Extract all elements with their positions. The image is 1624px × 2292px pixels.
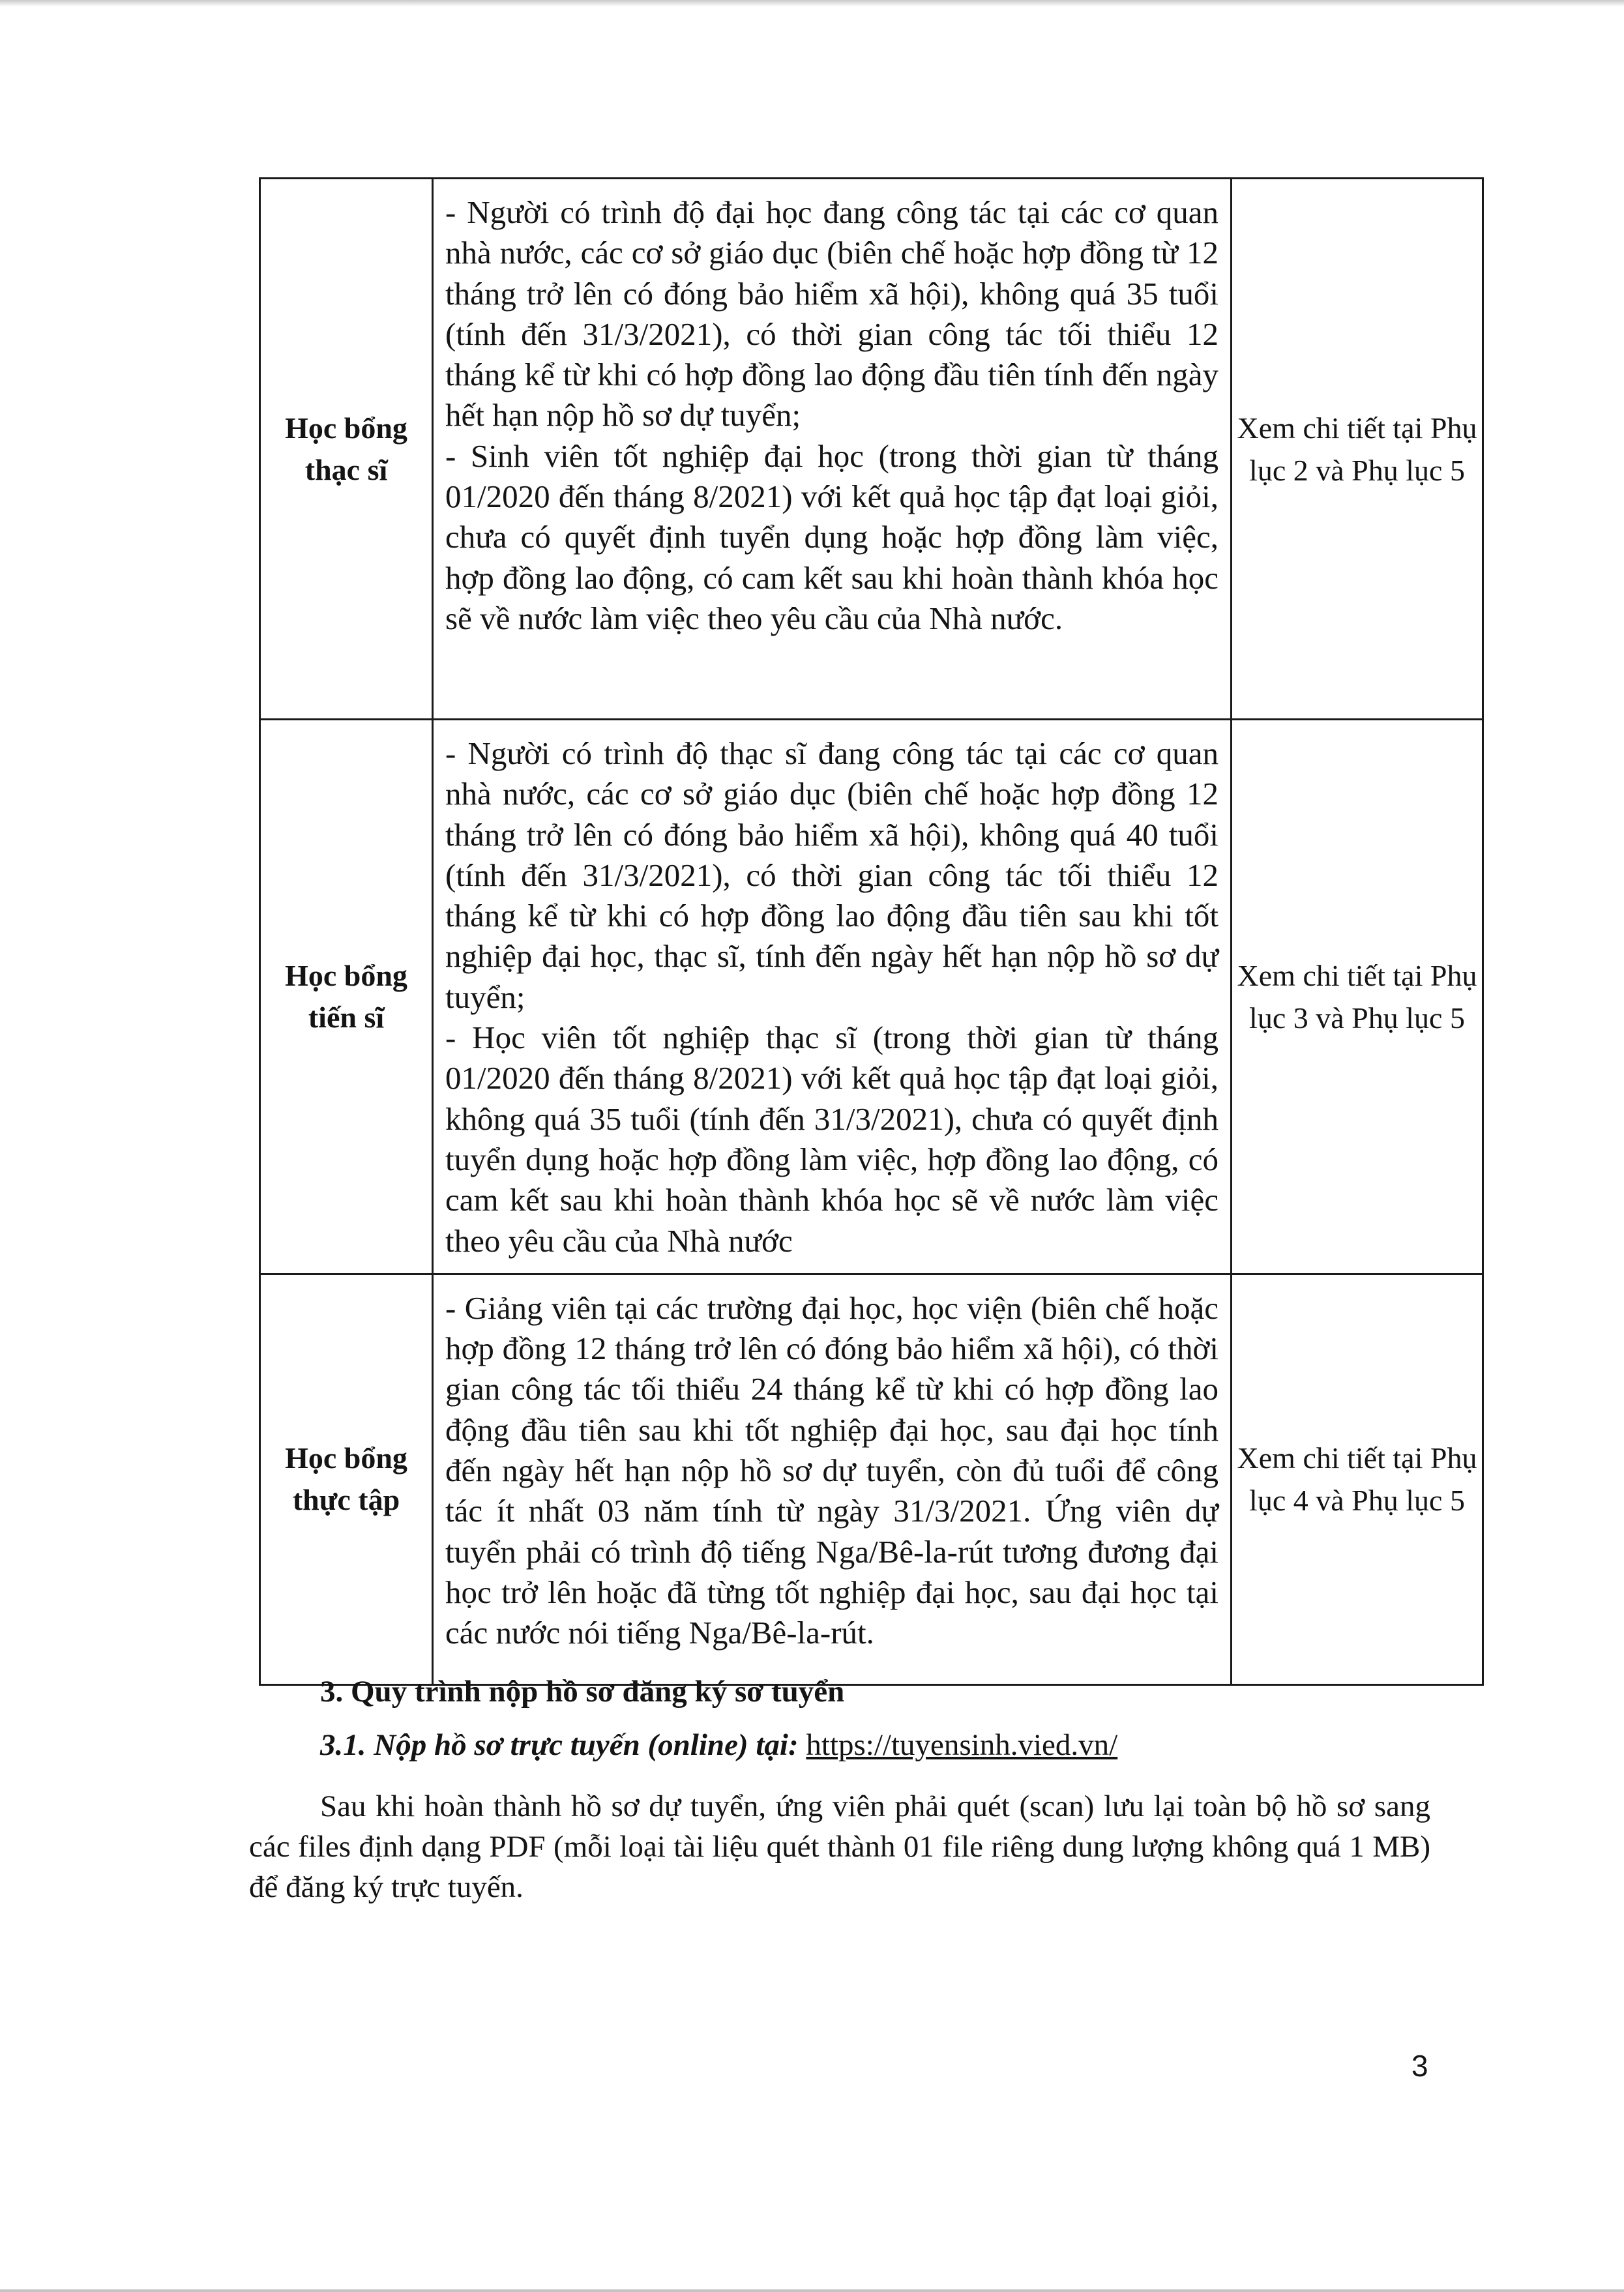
table-row [260,179,1483,720]
scholarship-criteria [433,179,1232,720]
criteria-item: - Người có trình độ thạc sĩ đang công tác tại các cơ quan nhà nước, các cơ sở giáo dục (biên chế hoặc hợp đồng 12 tháng trở lên có đóng bảo hiểm xã hội), không quá 40 tuổi (tính đến 31/3/2021), có thời gian công tác tối thiểu 12 tháng kể từ khi có hợp đồng lao động đầu tiên sau khi tốt nghiệp đại học, thạc sĩ, tính đến ngày hết hạn nộp hồ sơ dự tuyển; [445,735,1218,1015]
scholarship-table [259,177,1484,1686]
scholarship-criteria [433,720,1232,1274]
scholarship-name: Học bổng thạc sĩ [260,179,433,720]
scholarship-criteria [433,1274,1232,1684]
scholarship-details: Xem chi tiết tại Phụ lục 3 và Phụ lục 5 [1232,720,1483,1274]
instructions-paragraph: Sau khi hoàn thành hồ sơ dự tuyển, ứng viên phải quét (scan) lưu lại toàn bộ hồ sơ sang các files định dạng PDF (mỗi loại tài liệu quét thành 01 file riêng dung lượng không quá 1 MB) để đăng ký trực tuyến. [249,1789,1430,1904]
scholarship-name: Học bổng tiến sĩ [260,720,433,1274]
table-row [260,1274,1483,1684]
criteria-item: - Người có trình độ đại học đang công tác tại các cơ quan nhà nước, các cơ sở giáo dục (biên chế hoặc hợp đồng từ 12 tháng trở lên có đóng bảo hiểm xã hội), không quá 35 tuổi (tính đến 31/3/2021), có thời gian công tác tối thiểu 12 tháng kể từ khi có hợp đồng lao động đầu tiên tính đến ngày hết hạn nộp hồ sơ dự tuyển; [445,194,1218,433]
table-row [260,720,1483,1274]
scholarship-details: Xem chi tiết tại Phụ lục 4 và Phụ lục 5 [1232,1274,1483,1684]
page-number: 3 [1411,2049,1428,2083]
registration-link[interactable]: https://tuyensinh.vied.vn/ [806,1728,1118,1762]
criteria-item: - Sinh viên tốt nghiệp đại học (trong thời gian từ tháng 01/2020 đến tháng 8/2021) với kết quả học tập đạt loại giỏi, chưa có quyết định tuyển dụng hoặc hợp đồng làm việc, hợp đồng lao động, có cam kết sau khi hoàn thành khóa học sẽ về nước làm việc theo yêu cầu của Nhà nước. [445,437,1218,636]
section-heading: 3. Quy trình nộp hồ sơ đăng ký sơ tuyển [320,1675,845,1709]
scan-bottom-edge [0,2289,1624,2292]
scan-top-edge [0,0,1624,7]
criteria-item: - Học viên tốt nghiệp thạc sĩ (trong thời gian từ tháng 01/2020 đến tháng 8/2021) với kết quả học tập đạt loại giỏi, không quá 35 tuổi (tính đến 31/3/2021), chưa có quyết định tuyển dụng hoặc hợp đồng làm việc, hợp đồng lao động, có cam kết sau khi hoàn thành khóa học sẽ về nước làm việc theo yêu cầu của Nhà nước [445,1020,1218,1259]
subsection-title: 3.1. Nộp hồ sơ trực tuyến (online) tại: [320,1728,799,1762]
scholarship-name: Học bổng thực tập [260,1274,433,1684]
subsection-heading [320,1727,1117,1763]
scholarship-details: Xem chi tiết tại Phụ lục 2 và Phụ lục 5 [1232,179,1483,720]
criteria-item: - Giảng viên tại các trường đại học, học viện (biên chế hoặc hợp đồng 12 tháng trở lên có đóng bảo hiểm xã hội), có thời gian công tác tối thiểu 24 tháng kể từ khi có hợp đồng lao động đầu tiên sau khi tốt nghiệp đại học, sau đại học tính đến ngày hết hạn nộp hồ sơ dự tuyển, còn đủ tuổi để công tác ít nhất 03 năm tính từ ngày 31/3/2021. Ứng viên dự tuyển phải có trình độ tiếng Nga/Bê-la-rút tương đương đại học trở lên hoặc đã từng tốt nghiệp đại học, sau đại học tại các nước nói tiếng Nga/Bê-la-rút. [445,1289,1218,1651]
